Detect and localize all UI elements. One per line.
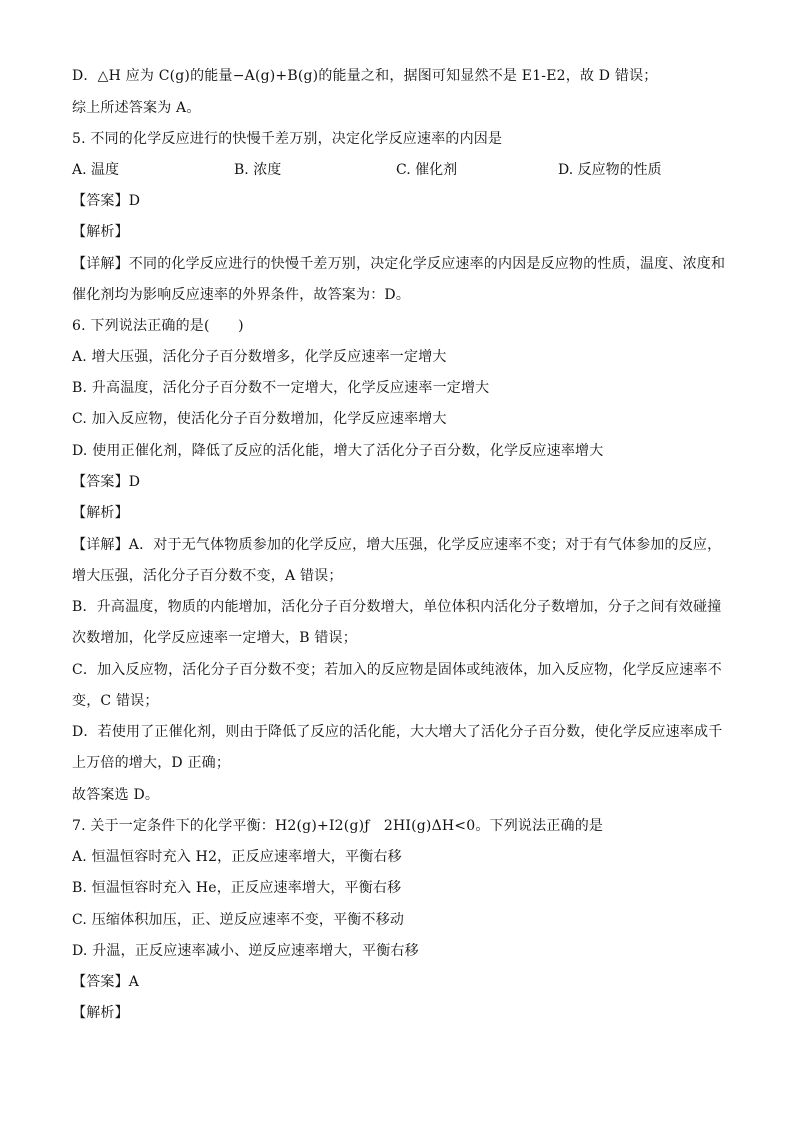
text-line: 综上所述答案为 A。 <box>72 100 201 116</box>
explanation-6: 次数增加，化学反应速率一定增大，B 错误； <box>72 630 357 646</box>
explanation-6: 增大压强，活化分子百分数不变，A 错误； <box>72 568 343 584</box>
explanation-6: 故答案选 D。 <box>72 787 160 803</box>
explanation-6: B．升高温度，物质的内能增加，活化分子百分数增大，单位体积内活化分子数增加，分子之间有效碰撞 <box>72 599 722 615</box>
answer-7: 【答案】A <box>72 974 140 990</box>
answer-6: 【答案】D <box>72 474 141 490</box>
text-line: D．△H 应为 C(g)的能量−A(g)+B(g)的能量之和，据图可知显然不是 E1-E2，故 D 错误； <box>72 68 658 84</box>
option-6b: B. 升高温度，活化分子百分数不一定增大，化学反应速率一定增大 <box>72 380 490 396</box>
option-6d: D. 使用正催化剂，降低了反应的活化能，增大了活化分子百分数，化学反应速率增大 <box>72 443 604 459</box>
explanation-6: 变，C 错误； <box>72 693 159 709</box>
explanation-6: 【详解】A．对于无气体物质参加的化学反应，增大压强，化学反应速率不变；对于有气体参加的反应， <box>72 537 722 553</box>
explanation-5: 催化剂均为影响反应速率的外界条件，故答案为：D。 <box>72 287 411 303</box>
option-5c: C. 催化剂 <box>396 162 458 178</box>
explanation-6: D．若使用了正催化剂，则由于降低了反应的活化能，大大增大了活化分子百分数，使化学反应速率成千 <box>72 724 723 740</box>
option-6c: C. 加入反应物，使活化分子百分数增加，化学反应速率增大 <box>72 411 447 427</box>
question-6: 6. 下列说法正确的是( ) <box>72 318 244 334</box>
question-5: 5. 不同的化学反应进行的快慢千差万别，决定化学反应速率的内因是 <box>72 131 503 147</box>
explanation-6: 上万倍的增大，D 正确； <box>72 755 231 771</box>
option-6a: A. 增大压强，活化分子百分数增多，化学反应速率一定增大 <box>72 349 447 365</box>
option-7d: D. 升温，正反应速率减小、逆反应速率增大，平衡右移 <box>72 943 419 959</box>
answer-5: 【答案】D <box>72 193 141 209</box>
analysis-6-heading: 【解析】 <box>72 505 129 521</box>
explanation-5: 【详解】不同的化学反应进行的快慢千差万别，决定化学反应速率的内因是反应物的性质，温度、浓度和 <box>72 256 726 272</box>
option-5d: D. 反应物的性质 <box>558 162 662 178</box>
option-5a: A. 温度 <box>72 162 120 178</box>
option-7c: C. 压缩体积加压，正、逆反应速率不变，平衡不移动 <box>72 912 405 928</box>
question-7: 7. 关于一定条件下的化学平衡：H2(g)+I2(g)ƒ 2HI(g)ΔH<0。下列说法正确的是 <box>72 818 604 834</box>
analysis-7-heading: 【解析】 <box>72 1005 129 1021</box>
option-7a: A. 恒温恒容时充入 H2，正反应速率增大，平衡右移 <box>72 849 402 865</box>
option-5b: B. 浓度 <box>234 162 282 178</box>
explanation-6: C．加入反应物，活化分子百分数不变；若加入的反应物是固体或纯液体，加入反应物，化学反应速率不 <box>72 662 722 678</box>
analysis-5-heading: 【解析】 <box>72 224 129 240</box>
option-7b: B. 恒温恒容时充入 He，正反应速率增大，平衡右移 <box>72 880 402 896</box>
